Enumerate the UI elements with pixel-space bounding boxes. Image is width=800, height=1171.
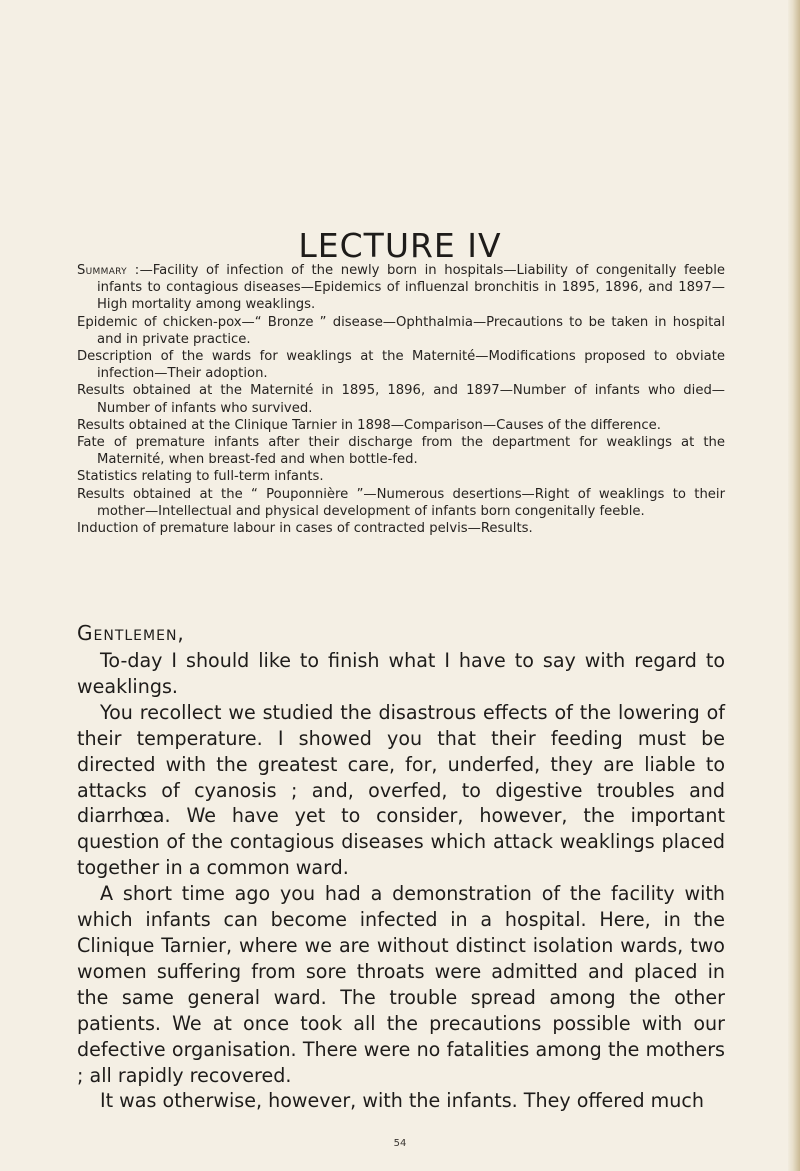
salutation: Gentlemen, xyxy=(77,621,185,645)
summary-paragraph: Fate of premature infants after their discharge from the department for weaklings at the Maternité, when breast-fed and when bottle-fed. xyxy=(77,435,725,468)
summary-lead: Summary : xyxy=(77,263,140,278)
summary-paragraph: Results obtained at the Maternité in 1895, 1896, and 1897—Number of infants who died—Number of infants who survived. xyxy=(77,383,725,416)
body-paragraph: A short time ago you had a demonstration of the facility with which infants can become infected in a hospital. Here, in the Clinique Tarnier, where we are without distinct isolation wards, two women suffering from sore throats were admitted and placed in the same general ward. The trouble spread among the other patients. We at once took all the precautions possible with our defective organisation. There were no fatalities among the mothers ; all rapidly recovered. xyxy=(77,882,725,1087)
summary-paragraph: Results obtained at the Clinique Tarnier in 1898—Comparison—Causes of the difference. xyxy=(77,417,661,433)
summary-paragraph: Induction of premature labour in cases of contracted pelvis—Results. xyxy=(77,521,533,537)
summary-text: —Facility of infection of the newly born in hospitals—Liability of congenitally feeble infants to contagious diseases—Epidemics of influenzal bronchitis in 1895, 1896, and 1897—High mortality among weaklings. xyxy=(97,263,726,313)
page-edge xyxy=(788,0,800,1171)
summary-paragraph xyxy=(77,262,726,314)
summary-paragraph: Epidemic of chicken-pox—“ Bronze ” disease—Ophthalmia—Precautions to be taken in hospital and in private practice. xyxy=(77,314,725,347)
page-number: 54 xyxy=(393,1138,407,1149)
body-paragraph: It was otherwise, however, with the infants. They offered much xyxy=(100,1089,704,1113)
body-paragraph: To-day I should like to finish what I have to say with regard to weaklings. xyxy=(77,649,725,698)
summary-paragraph: Results obtained at the “ Pouponnière ”—Numerous desertions—Right of weaklings to their mother—Intellectual and physical development of infants born congenitally feeble. xyxy=(77,486,725,519)
body-paragraph: You recollect we studied the disastrous effects of the lowering of their temperature. I showed you that their feeding must be directed with the greatest care, for, underfed, they are liable to attacks of cyanosis ; and, overfed, to digestive troubles and diarrhœa. We have yet to consider, however, the important question of the contagious diseases which attack weaklings placed together in a common ward. xyxy=(77,700,725,880)
summary-paragraph: Description of the wards for weaklings at the Maternité—Modifications proposed to obviate infection—Their adoption. xyxy=(77,349,725,382)
lecture-title: LECTURE IV xyxy=(298,226,502,265)
lecture-body xyxy=(77,648,725,1114)
summary-block xyxy=(77,262,725,537)
summary-paragraph: Statistics relating to full-term infants. xyxy=(77,469,324,485)
